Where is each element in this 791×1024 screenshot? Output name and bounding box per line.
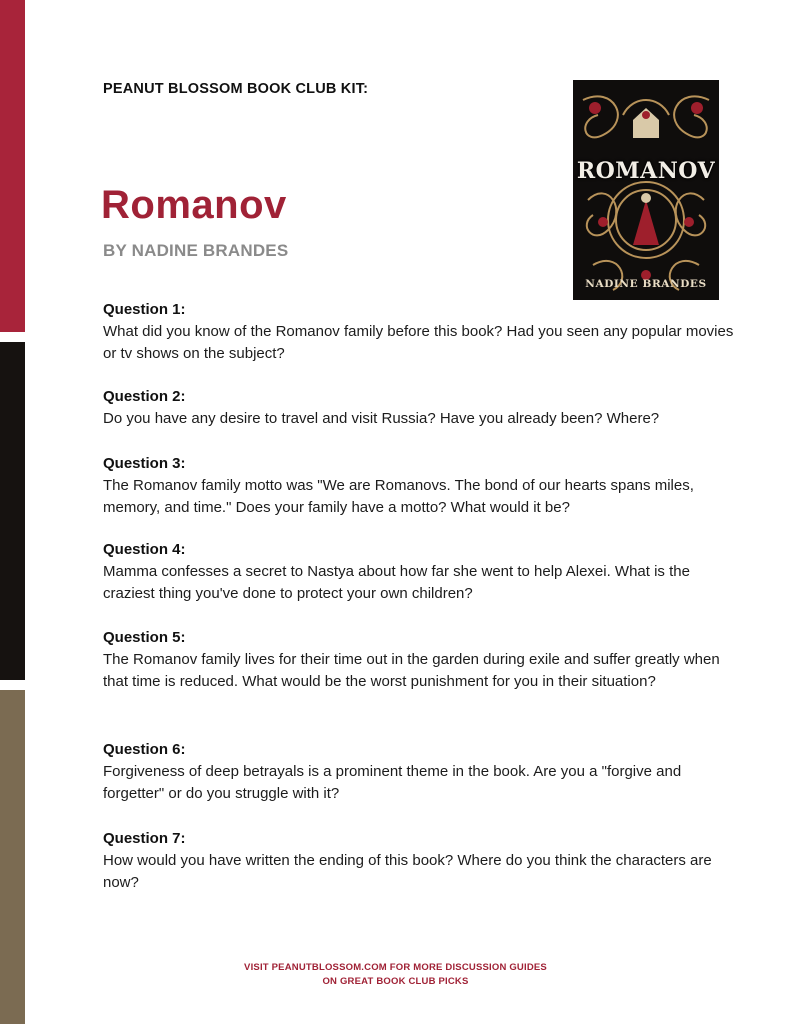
- question-label: Question 1:: [103, 301, 186, 318]
- cover-title: ROMANOV: [576, 158, 716, 184]
- question-text: Mamma confesses a secret to Nastya about how far she went to help Alexei. What is the craziest thing you've done to protect your own children?: [103, 563, 690, 602]
- question-label: Question 2:: [103, 388, 186, 405]
- question-text: The Romanov family lives for their time out in the garden during exile and suffer greatly when that time is reduced. What would be the worst punishment for you in their situation?: [103, 651, 720, 690]
- question-item: [103, 539, 743, 605]
- question-item: [103, 386, 743, 430]
- question-item: [103, 299, 743, 365]
- book-cover-image: [573, 80, 719, 300]
- kit-label: PEANUT BLOSSOM BOOK CLUB KIT:: [103, 81, 369, 97]
- question-text: What did you know of the Romanov family before this book? Had you seen any popular movies or tv shows on the subject?: [103, 323, 734, 362]
- side-stripe-red: [0, 0, 25, 332]
- question-text: Forgiveness of deep betrayals is a prominent theme in the book. Are you a "forgive and forgetter" or do you struggle with it?: [103, 763, 682, 802]
- question-label: Question 6:: [103, 741, 186, 758]
- cover-author: NADINE BRANDES: [585, 278, 707, 290]
- question-item: [103, 453, 743, 519]
- question-text: How would you have written the ending of this book? Where do you think the characters are now?: [103, 852, 712, 891]
- question-text: Do you have any desire to travel and visit Russia? Have you already been? Where?: [103, 410, 660, 427]
- footer-note: [0, 961, 791, 989]
- question-item: [103, 739, 743, 805]
- question-label: Question 7:: [103, 830, 186, 847]
- question-label: Question 4:: [103, 541, 186, 558]
- footer-line-2: ON GREAT BOOK CLUB PICKS: [322, 976, 469, 987]
- book-title: Romanov: [101, 183, 287, 227]
- question-item: [103, 828, 743, 894]
- question-text: The Romanov family motto was "We are Romanovs. The bond of our hearts spans miles, memory, and time." Does your family have a motto? What would it be?: [103, 477, 694, 516]
- book-author: BY NADINE BRANDES: [103, 241, 289, 260]
- side-stripe-black: [0, 342, 25, 680]
- question-item: [103, 627, 743, 693]
- question-label: Question 5:: [103, 629, 186, 646]
- question-label: Question 3:: [103, 455, 186, 472]
- cover-ornament-icon: [573, 80, 719, 300]
- footer-line-1: VISIT PEANUTBLOSSOM.COM FOR MORE DISCUSSION GUIDES: [244, 962, 547, 973]
